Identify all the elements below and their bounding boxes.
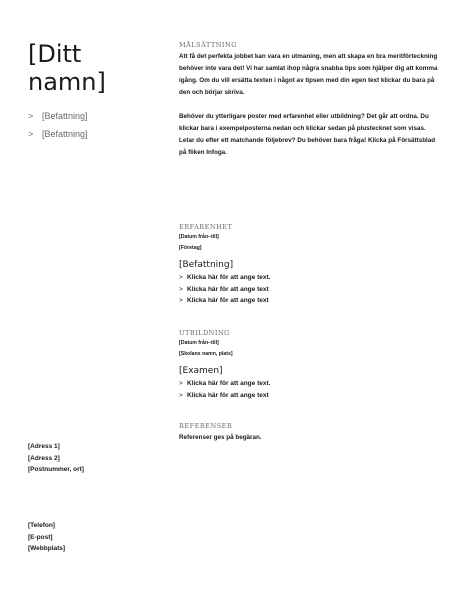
education-dates[interactable]: [Datum från–till] [179,340,219,346]
chevron-right-icon: > [179,274,183,281]
title-text: [Befattning] [42,129,88,139]
title-list [28,107,148,143]
experience-company[interactable]: [Företag] [179,245,202,251]
name-line-1: [Ditt [28,40,82,68]
experience-section [179,222,439,307]
name-line-2: namn] [28,68,106,96]
experience-dates[interactable]: [Datum från–till] [179,234,219,240]
title-text: [Befattning] [42,111,88,121]
phone-field[interactable]: [Telefon] [28,522,55,529]
name-heading[interactable] [28,40,148,96]
references-section [179,421,439,444]
address-line-1[interactable]: [Adress 1] [28,443,60,450]
list-item[interactable] [179,390,439,402]
website-field[interactable]: [Webbplats] [28,545,66,553]
title-item[interactable] [28,125,148,143]
list-item-text: Klicka här för att ange text. [187,380,271,387]
contact-block [28,520,148,555]
references-text[interactable]: Referenser ges på begäran. [179,434,262,441]
objective-paragraph-1[interactable]: Att få det perfekta jobbet kan vara en utmaning, men att skapa en bra meritförteckning behöver inte vara det! Vi har samlat ihop några snabba tips som hjälper dig att komma igång. Om du vill ersätta texten i något av tipsen med din egen text klickar du bara på den och börjar skriva. [179,53,438,96]
email-field[interactable]: [E-post] [28,533,53,541]
chevron-right-icon: > [179,285,183,293]
address-line-2[interactable]: [Adress 2] [28,454,60,462]
chevron-right-icon: > [179,380,183,387]
objective-heading: MÅLSÄTTNING [179,41,237,49]
list-item[interactable] [179,378,439,390]
education-heading: UTBILDNING [179,329,230,337]
objective-paragraph-2[interactable]: Behöver du ytterligare poster med erfarenhet eller utbildning? Det går att ordna. Du klickar bara i exempelposterna nedan och klickar sedan på plustecknet som visas. Letar du efter ett matchande följebrev? Du behöver bara fråga! Klicka på Försättsblad på fliken Infoga. [179,113,436,156]
education-section [179,328,439,401]
list-item[interactable] [179,295,439,307]
objective-section [179,40,439,159]
education-degree[interactable]: [Examen] [179,366,223,376]
chevron-right-icon: > [28,129,34,139]
list-item-text: Klicka här för att ange text [187,297,269,305]
postal-code-city[interactable]: [Postnummer, ort] [28,466,84,474]
list-item[interactable] [179,284,439,296]
list-item-text: Klicka här för att ange text [187,285,269,293]
experience-position[interactable]: [Befattning] [179,260,234,270]
education-school[interactable]: [Skolans namn, plats] [179,351,233,357]
chevron-right-icon: > [179,297,183,305]
list-item-text: Klicka här för att ange text. [187,274,271,281]
chevron-right-icon: > [179,391,183,399]
chevron-right-icon: > [28,111,34,121]
experience-heading: ERFARENHET [179,223,233,231]
references-heading: REFERENSER [179,422,233,430]
list-item-text: Klicka här för att ange text [187,391,269,399]
address-block [28,441,148,476]
title-item[interactable] [28,107,148,125]
list-item[interactable] [179,272,439,284]
